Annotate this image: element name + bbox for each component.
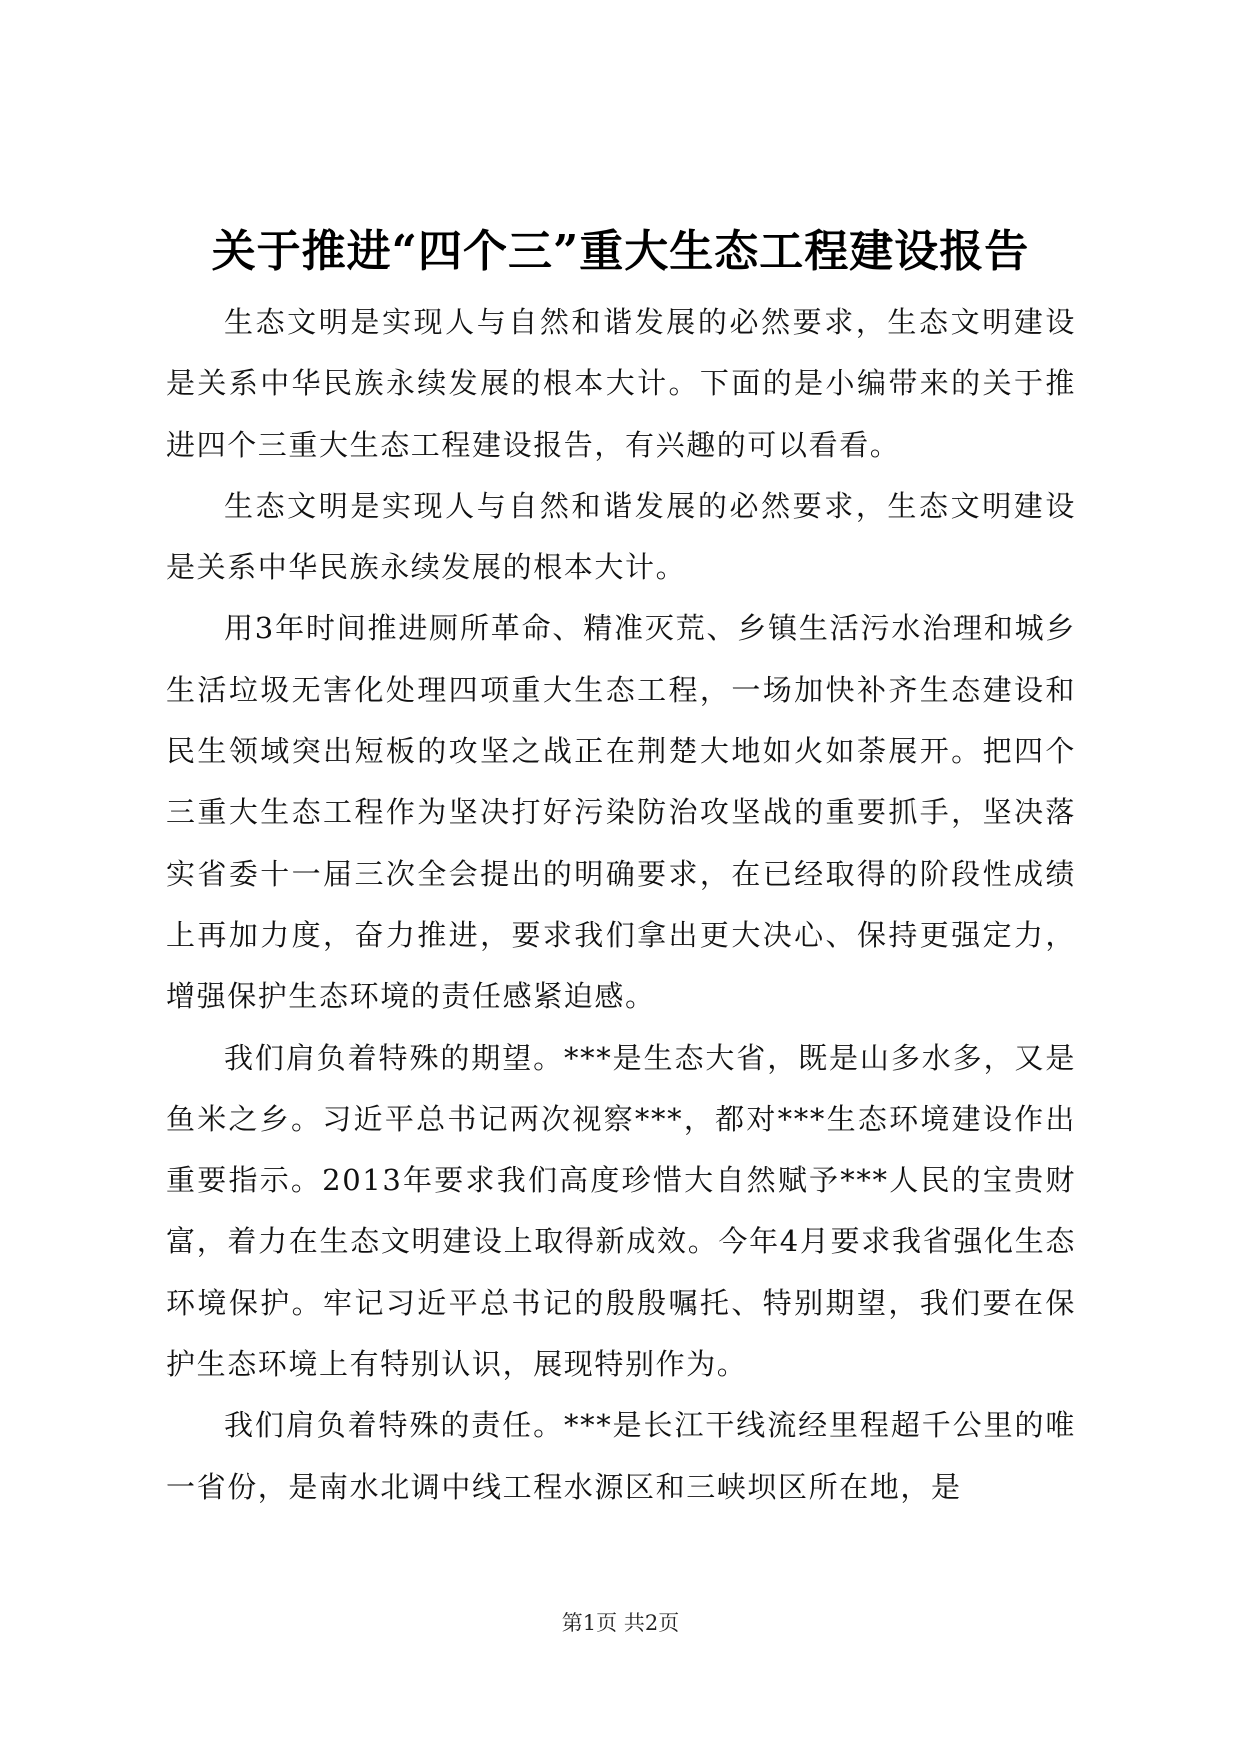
document-title: 关于推进“四个三”重大生态工程建设报告	[211, 226, 1030, 277]
paragraph-special-responsibility: 我们肩负着特殊的责任。***是长江干线流经里程超千公里的唯一省份，是南水北调中线工程水源区和三峡坝区所在地，是	[166, 1408, 1076, 1504]
paragraph-special-expectation: 我们肩负着特殊的期望。***是生态大省，既是山多水多，又是鱼米之乡。习近平总书记两次视察***，都对***生态环境建设作出重要指示。2013年要求我们高度珍惜大自然赋予***人民的宝贵财富，着力在生态文明建设上取得新成效。今年4月要求我省强化生态环境保护。牢记习近平总书记的殷殷嘱托、特别期望，我们要在保护生态环境上有特别认识，展现特别作为。	[166, 1040, 1076, 1382]
paragraph-four-projects: 用3年时间推进厕所革命、精准灭荒、乡镇生活污水治理和城乡生活垃圾无害化处理四项重大生态工程，一场加快补齐生态建设和民生领域突出短板的攻坚之战正在荆楚大地如火如荼展开。把四个三重大生态工程作为坚决打好污染防治攻坚战的重要抓手，坚决落实省委十一届三次全会提出的明确要求，在已经取得的阶段性成绩上再加力度，奋力推进，要求我们拿出更大决心、保持更强定力，增强保护生态环境的责任感紧迫感。	[166, 611, 1076, 1014]
paragraph-intro: 生态文明是实现人与自然和谐发展的必然要求，生态文明建设是关系中华民族永续发展的根本大计。下面的是小编带来的关于推进四个三重大生态工程建设报告，有兴趣的可以看看。	[166, 305, 1076, 462]
page-number-footer: 第1页 共2页	[561, 1611, 680, 1635]
paragraph-ecological-civilization: 生态文明是实现人与自然和谐发展的必然要求，生态文明建设是关系中华民族永续发展的根本大计。	[166, 488, 1076, 585]
document-body	[166, 292, 1076, 1518]
